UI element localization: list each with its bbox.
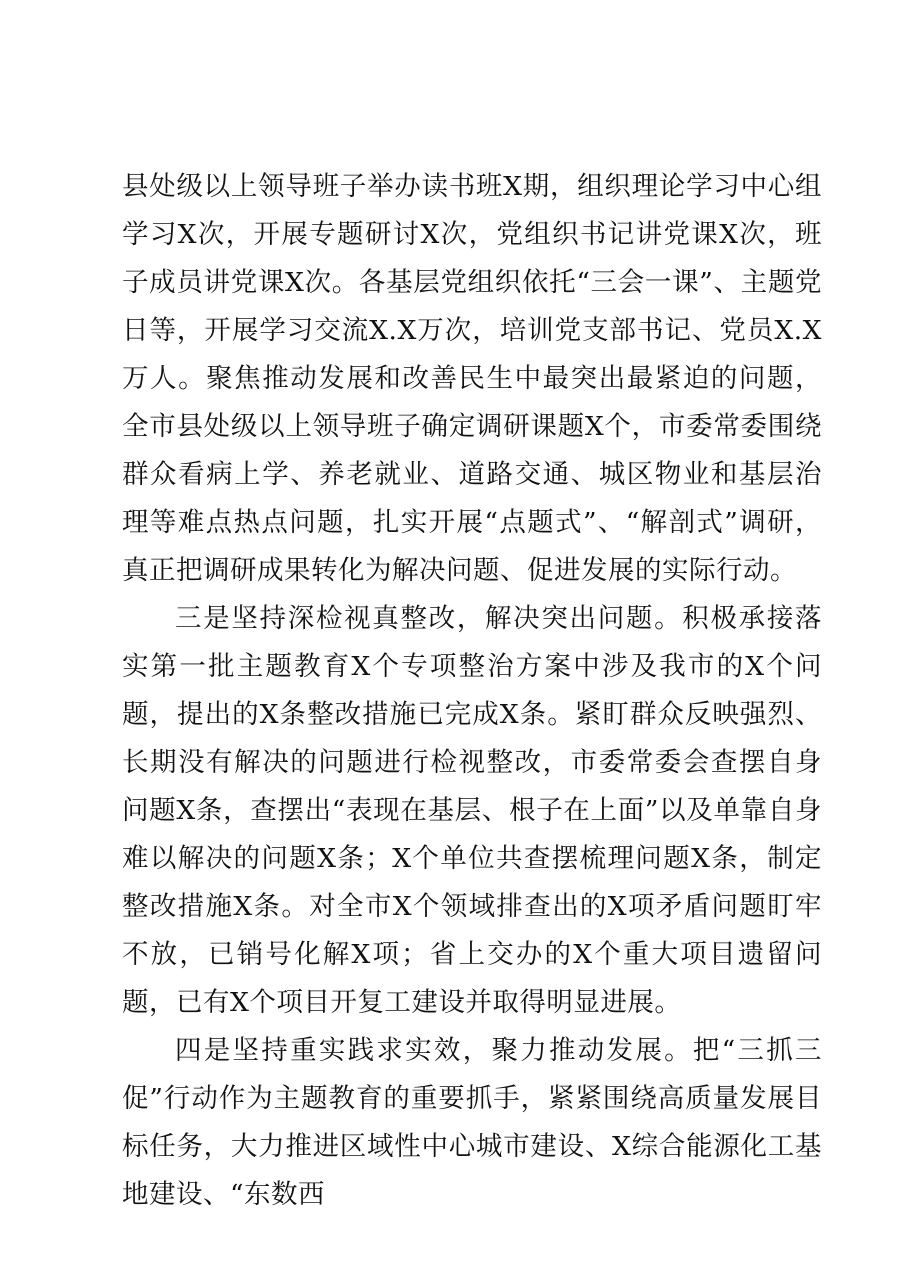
paragraph-study-activities: 县处级以上领导班子举办读书班X期，组织理论学习中心组学习X次，开展专题研讨X次，党组织书记讲党课X次，班子成员讲党课X次。各基层党组织依托“三会一课”、主题党日等，开展学习交流X.X万次，培训党支部书记、党员X.X万人。聚焦推动发展和改善民生中最突出最紧迫的问题，全市县处级以上领导班子确定调研课题X个，市委常委围绕群众看病上学、养老就业、道路交通、城区物业和基层治理等难点热点问题，扎实开展“点题式”、“解剖式”调研，真正把调研成果转化为解决问题、促进发展的实际行动。 xyxy=(122,171,822,586)
paragraph-development: 四是坚持重实践求实效，聚力推动发展。把“三抓三促”行动作为主题教育的重要抓手，紧紧围绕高质量发展目标任务，大力推进区域性中心城市建设、X综合能源化工基地建设、“东数西 xyxy=(122,1035,822,1210)
document-body xyxy=(122,163,822,1219)
paragraph-rectification: 三是坚持深检视真整改，解决突出问题。积极承接落实第一批主题教育X个专项整治方案中涉及我市的X个问题，提出的X条整改措施已完成X条。紧盯群众反映强烈、长期没有解决的问题进行检视整改，市委常委会查摆自身问题X条，查摆出“表现在基层、根子在上面”以及单靠自身难以解决的问题X条；X个单位共查摆梳理问题X条，制定整改措施X条。对全市X个领域排查出的X项矛盾问题盯牢不放，已销号化解X项；省上交办的X个重大项目遗留问题，已有X个项目开复工建设并取得明显进展。 xyxy=(122,603,822,1018)
